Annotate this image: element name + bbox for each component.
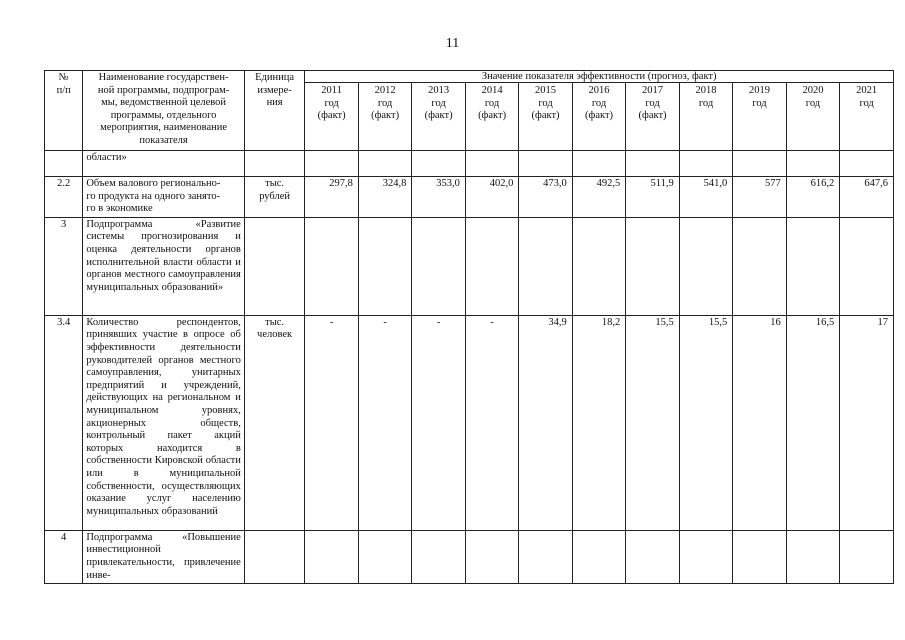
row-value [412, 151, 465, 177]
row-value: 17 [840, 315, 894, 530]
row-unit [244, 217, 305, 315]
row-value [519, 217, 572, 315]
row-value [786, 217, 839, 315]
row-value [465, 217, 518, 315]
row-value: 473,0 [519, 177, 572, 218]
row-value: - [412, 315, 465, 530]
header-year: 2016 год (факт) [572, 83, 625, 151]
row-indicator-name: области» [83, 151, 244, 177]
row-value: - [465, 315, 518, 530]
header-unit: Единица измере- ния [244, 71, 305, 151]
row-unit: тыс. человек [244, 315, 305, 530]
header-year: 2020 год [786, 83, 839, 151]
row-value [679, 151, 732, 177]
row-value: 18,2 [572, 315, 625, 530]
row-value [572, 217, 625, 315]
row-value: 577 [733, 177, 786, 218]
table-row [45, 315, 894, 530]
row-value [840, 151, 894, 177]
row-value: 324,8 [358, 177, 411, 218]
row-value [840, 217, 894, 315]
row-value [679, 217, 732, 315]
header-name: Наименование государствен- ной программы, подпрограм- мы, ведомственной целевой программы, отдельного мероприятия, наименование показателя [83, 71, 244, 151]
row-indicator-name: Подпрограмма «Повышение инвестиционной привлекательности, привлечение инве- [83, 530, 244, 583]
row-value: 15,5 [679, 315, 732, 530]
row-value: 297,8 [305, 177, 358, 218]
row-number: 2.2 [45, 177, 83, 218]
row-value: 616,2 [786, 177, 839, 218]
row-value [572, 151, 625, 177]
table-row [45, 530, 894, 583]
row-value [733, 530, 786, 583]
header-num: № п/п [45, 71, 83, 151]
row-value [305, 151, 358, 177]
row-value [519, 530, 572, 583]
header-values-title: Значение показателя эффективности (прогноз, факт) [305, 71, 894, 83]
header-year: 2013 год (факт) [412, 83, 465, 151]
row-value [358, 151, 411, 177]
row-value: 353,0 [412, 177, 465, 218]
row-value: - [305, 315, 358, 530]
row-indicator-name: Объем валового регионально- го продукта на одного занято- го в экономике [83, 177, 244, 218]
row-value: 492,5 [572, 177, 625, 218]
row-value [465, 151, 518, 177]
table-row [45, 217, 894, 315]
row-value [626, 530, 679, 583]
row-value [840, 530, 894, 583]
row-value [679, 530, 732, 583]
row-unit [244, 530, 305, 583]
row-value [412, 530, 465, 583]
row-indicator-name: Количество респондентов, принявших участие в опросе об эффективности деятельности руководителей органов местного самоуправления, унитарных предприятий и учреждений, действующих на региональном и муниципальном уровнях, акционерных обществ, контрольный пакет акций которых находится в собственности Кировской области или в муниципальной собственности, осуществляющих оказание услуг населению муниципальных образований [83, 315, 244, 530]
row-value [626, 217, 679, 315]
header-year: 2011 год (факт) [305, 83, 358, 151]
indicators-table [44, 70, 894, 584]
row-value: 15,5 [626, 315, 679, 530]
row-indicator-name: Подпрограмма «Развитие системы прогнозирования и оценка деятельности органов исполнительной власти области и органов местного самоуправления муниципальных образований» [83, 217, 244, 315]
row-value [572, 530, 625, 583]
row-value [305, 530, 358, 583]
row-number: 4 [45, 530, 83, 583]
row-value [786, 151, 839, 177]
header-year: 2017 год (факт) [626, 83, 679, 151]
row-unit [244, 151, 305, 177]
table-row [45, 151, 894, 177]
row-value [305, 217, 358, 315]
row-value: 402,0 [465, 177, 518, 218]
row-value: 16,5 [786, 315, 839, 530]
table-row [45, 177, 894, 218]
row-value: 511,9 [626, 177, 679, 218]
row-value: - [358, 315, 411, 530]
row-unit: тыс. рублей [244, 177, 305, 218]
row-value [626, 151, 679, 177]
row-value: 16 [733, 315, 786, 530]
header-year: 2012 год (факт) [358, 83, 411, 151]
row-value [358, 217, 411, 315]
row-value: 647,6 [840, 177, 894, 218]
row-value [786, 530, 839, 583]
header-year: 2018 год [679, 83, 732, 151]
row-value [519, 151, 572, 177]
row-number: 3.4 [45, 315, 83, 530]
row-number [45, 151, 83, 177]
row-value: 34,9 [519, 315, 572, 530]
header-year: 2015 год (факт) [519, 83, 572, 151]
header-year: 2021 год [840, 83, 894, 151]
header-year: 2014 год (факт) [465, 83, 518, 151]
row-value [733, 217, 786, 315]
header-row-1 [45, 71, 894, 83]
row-value [733, 151, 786, 177]
row-number: 3 [45, 217, 83, 315]
page-number: 11 [445, 36, 460, 51]
row-value [358, 530, 411, 583]
row-value: 541,0 [679, 177, 732, 218]
header-year: 2019 год [733, 83, 786, 151]
row-value [465, 530, 518, 583]
row-value [412, 217, 465, 315]
